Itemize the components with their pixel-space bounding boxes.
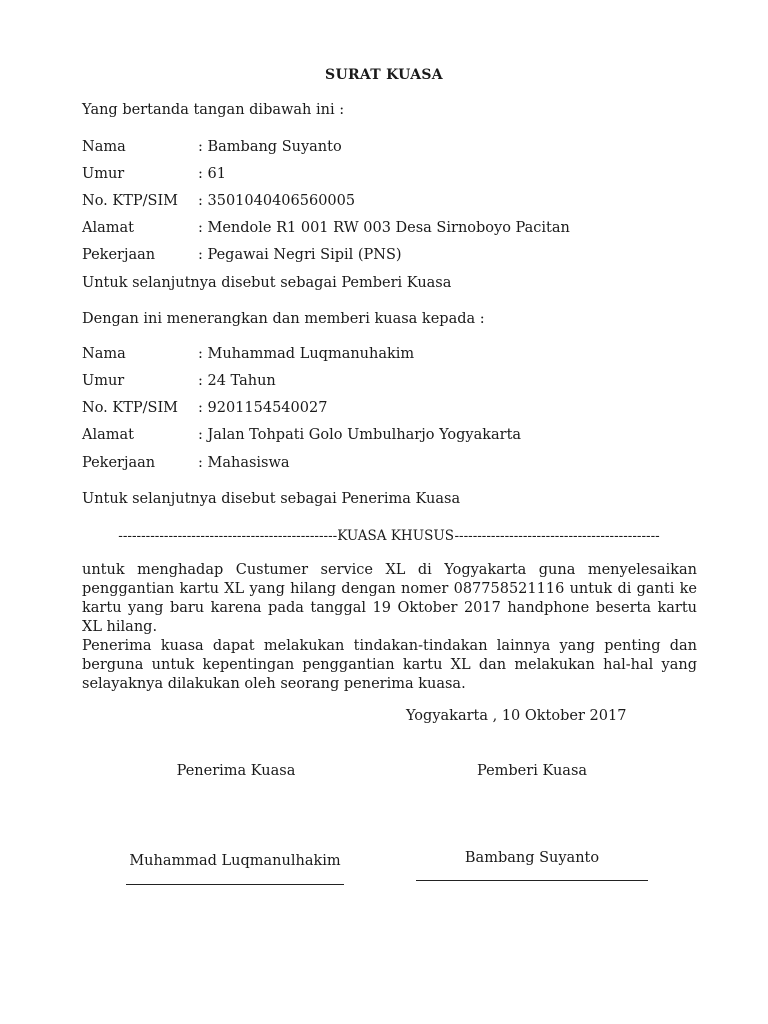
pemberi-value-alamat: : Mendole R1 001 RW 003 Desa Sirnoboyo Pacitan [198,220,570,236]
pemberi-value-nama: : Bambang Suyanto [198,139,342,155]
pemberi-value-umur: : 61 [198,166,226,182]
penerima-label-nama: Nama [82,346,126,362]
kuasa-khusus-divider: ------------------------------------------------KUASA KHUSUS--------------------------------------------- [118,528,660,544]
pemberi-label-alamat: Alamat [82,220,134,236]
pemberi-value-ktp: : 3501040406560005 [198,193,356,209]
intro-text: Yang bertanda tangan dibawah ini : [82,102,345,118]
body-paragraph-1: untuk menghadap Custumer service XL di Yogyakarta guna menyelesaikan penggantian kartu XL yang hilang dengan nomer 087758521116 untuk di ganti ke kartu yang baru karena pada tanggal 19 Oktober 2017 handphone beserta kartu XL hilang. [82,562,697,635]
penerima-value-ktp: : 9201154540027 [198,400,328,416]
penerima-role: Penerima Kuasa [176,763,296,779]
penerima-value-umur: : 24 Tahun [198,373,276,389]
penerima-value-nama: : Muhammad Luqmanuhakim [198,346,415,362]
penerima-value-pekerjaan: : Mahasiswa [198,455,290,471]
penerima-label-pekerjaan: Pekerjaan [82,455,156,471]
pemberi-label-nama: Nama [82,139,126,155]
pemberi-label-pekerjaan: Pekerjaan [82,247,156,263]
penerima-label-umur: Umur [82,373,125,389]
body-text [82,561,697,694]
penerima-signature-name: Muhammad Luqmanulhakim [129,853,341,869]
pemberi-value-pekerjaan: : Pegawai Negri Sipil (PNS) [198,247,402,263]
pemberi-role: Pemberi Kuasa [476,763,588,779]
penerima-label-alamat: Alamat [82,427,134,443]
pemberi-signature-line [416,880,648,881]
penerima-value-alamat: : Jalan Tohpati Golo Umbulharjo Yogyakarta [198,427,522,443]
pemberi-closing: Untuk selanjutnya disebut sebagai Pemberi Kuasa [82,275,452,291]
document-title: SURAT KUASA [325,67,443,83]
place-date: Yogyakarta , 10 Oktober 2017 [406,708,627,724]
penerima-label-ktp: No. KTP/SIM [82,400,179,416]
pemberi-label-umur: Umur [82,166,125,182]
penerima-closing: Untuk selanjutnya disebut sebagai Penerima Kuasa [82,491,461,507]
penerima-signature-line [126,884,344,885]
pemberi-signature-name: Bambang Suyanto [464,850,600,866]
intro2-text: Dengan ini menerangkan dan memberi kuasa kepada : [82,311,485,327]
pemberi-label-ktp: No. KTP/SIM [82,193,179,209]
body-paragraph-2: Penerima kuasa dapat melakukan tindakan-tindakan lainnya yang penting dan berguna untuk kepentingan penggantian kartu XL dan melakukan hal-hal yang selayaknya dilakukan oleh seorang penerima kuasa. [82,638,697,692]
